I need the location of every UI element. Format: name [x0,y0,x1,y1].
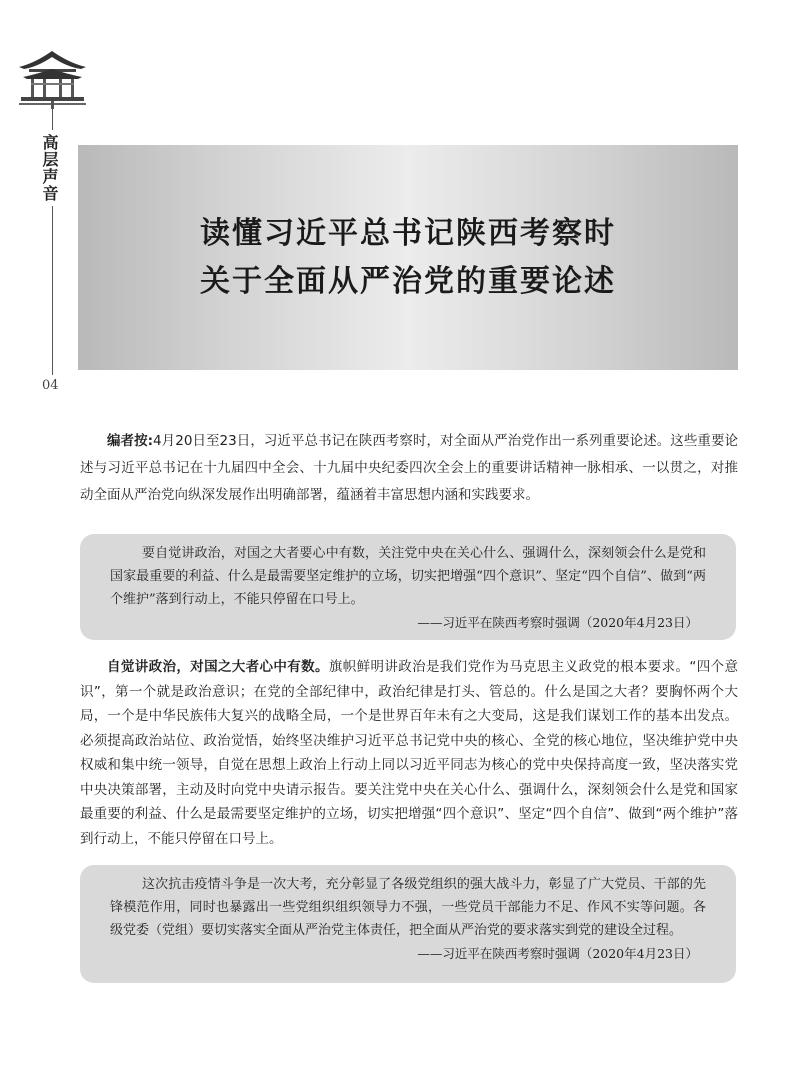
section-label: 高层声音 [37,130,59,206]
title-line-2: 关于全面从严治党的重要论述 [200,263,616,299]
quote-text-2: 这次抗击疫情斗争是一次大考，充分彰显了各级党组织的强大战斗力，彰显了广大党员、干部的先锋模范作用，同时也暴露出一些党组织组织领导力不强，一些党员干部能力不足、作风不实等问题。各级党委（党组）要切实落实全面从严治党主体责任，把全面从严治党的要求落实到党的建设全过程。 [110,877,706,938]
editor-note-label: 编者按: [107,433,154,449]
quote-source-2: ——习近平在陕西考察时强调（2020年4月23日） [417,946,698,961]
section-text: 旗帜鲜明讲政治是我们党作为马克思主义政党的根本要求。“四个意识”，第一个就是政治意识；在党的全部纪律中，政治纪律是打头、管总的。什么是国之大者？要胸怀两个大局，一个是中华民族伟大复兴的战略全局，一个是世界百年未有之大变局，这是我们谋划工作的基本出发点。必须提高政治站位、政治觉悟，始终坚决维护习近平总书记党中央的核心、全党的核心地位，坚决维护党中央权威和集中统一领导，自觉在思想上政治上行动上同以习近平同志为核心的党中央保持高度一致，坚决落实党中央决策部署，主动及时向党中央请示报告。要关注党中央在关心什么、强调什么，深刻领会什么是党和国家最重要的利益、什么是最需要坚定维护的立场，切实把增强“四个意识”、坚定“四个自信”、做到“两个维护”落到行动上，不能只停留在口号上。 [80,659,739,847]
title-line-1: 读懂习近平总书记陕西考察时 [200,215,616,251]
quote-source-1: ——习近平在陕西考察时强调（2020年4月23日） [417,615,698,630]
page-number: 04 [42,378,59,393]
body-paragraph [80,655,738,851]
quote-box-2 [80,865,736,983]
quote-box-1 [80,534,736,640]
editor-note [80,428,738,509]
section-heading: 自觉讲政治，对国之大者心中有数。 [107,659,329,675]
title-banner [78,145,738,370]
editor-note-text: 4月20日至23日，习近平总书记在陕西考察时，对全面从严治党作出一系列重要论述。这些重要论述与习近平总书记在十九届四中全会、十九届中央纪委四次全会上的重要讲话精神一脉相承、一以贯之，对推动全面从严治党向纵深发展作出明确部署，蕴涵着丰富思想内涵和实践要求。 [80,433,738,503]
quote-text-1: 要自觉讲政治，对国之大者要心中有数，关注党中央在关心什么、强调什么，深刻领会什么是党和国家最重要的利益、什么是最需要坚定维护的立场，切实把增强“四个意识”、坚定“四个自信”、做到“两个维护”落到行动上，不能只停留在口号上。 [110,546,706,607]
pavilion-icon [15,47,90,109]
